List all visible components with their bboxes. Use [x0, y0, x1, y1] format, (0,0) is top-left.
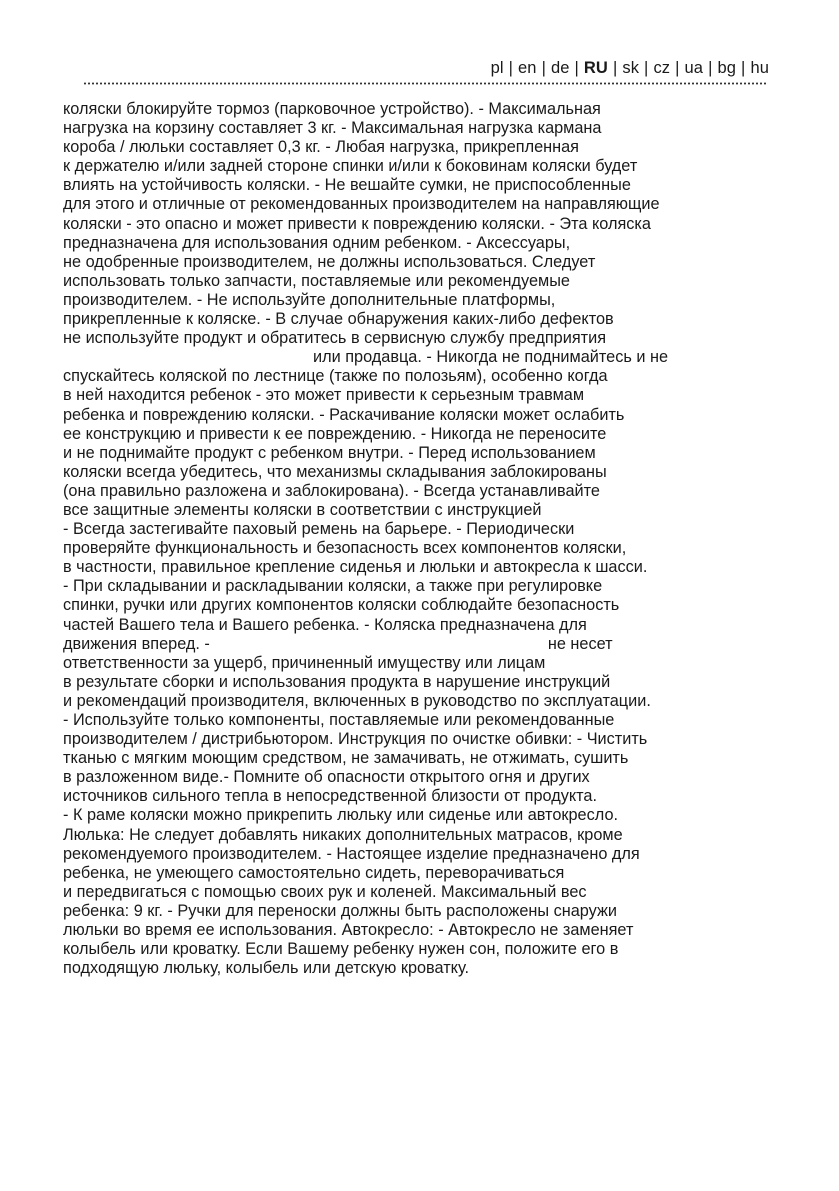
lang-link-bg[interactable]: bg: [717, 59, 737, 77]
text-line: к держателю и/или задней стороне спинки и/или к боковинам коляски будет: [63, 157, 638, 176]
text-line: подходящую люльку, колыбель или детскую кроватку.: [63, 959, 470, 978]
text-line: ответственности за ущерб, причиненный имуществу или лицам: [63, 653, 546, 672]
separator: |: [612, 59, 618, 77]
text-line: - Используйте только компоненты, поставляемые или рекомендованные: [63, 711, 615, 729]
lang-link-ru-active[interactable]: RU: [583, 59, 608, 77]
text-line-split: [63, 635, 783, 654]
text-line: в ней находится ребенок - это может привести к серьезным травмам: [63, 386, 585, 405]
text-line: короба / люльки составляет 0,3 кг. - Любая нагрузка, прикрепленная: [63, 138, 579, 157]
lang-link-sk[interactable]: sk: [622, 59, 640, 77]
text-line-left: движения вперед. -: [63, 634, 210, 653]
text-line: использовать только запчасти, поставляемые или рекомендуемые: [63, 271, 570, 290]
text-line: производителем / дистрибьютором. Инструкция по очистке обивки: - Чистить: [63, 730, 648, 749]
separator: |: [508, 59, 513, 77]
text-line: (она правильно разложена и заблокирована). - Всегда устанавливайте: [63, 481, 600, 500]
separator: |: [574, 59, 579, 77]
text-line: и не поднимайте продукт с ребенком внутри. - Перед использованием: [63, 443, 596, 462]
text-line: Люлька: Не следует добавлять никаких дополнительных матрасов, кроме: [63, 825, 623, 844]
separator: |: [741, 59, 746, 77]
text-line: нагрузка на корзину составляет 3 кг. - Максимальная нагрузка кармана: [63, 119, 602, 138]
lang-link-cz[interactable]: cz: [653, 59, 671, 77]
text-line: ее конструкцию и привести к ее повреждению. - Никогда не переносите: [63, 424, 607, 443]
text-line: проверяйте функциональность и безопасность всех компонентов коляски,: [63, 539, 627, 558]
text-line: источников сильного тепла в непосредственной близости от продукта.: [63, 787, 597, 806]
text-line: влиять на устойчивость коляски. - Не вешайте сумки, не приспособленные: [63, 176, 631, 195]
text-line: в результате сборки и использования продукта в нарушение инструкций: [63, 672, 611, 691]
lang-link-de[interactable]: de: [550, 59, 570, 77]
text-line: колыбель или кроватку. Если Вашему ребенку нужен сон, положите его в: [63, 940, 619, 959]
text-line: коляски - это опасно и может привести к повреждению коляски. - Эта коляска: [63, 214, 651, 233]
text-line: - Всегда застегивайте паховый ремень на барьере. - Периодически: [63, 520, 575, 539]
text-line: спускайтесь коляской по лестнице (также по полозьям), особенно когда: [63, 367, 608, 386]
text-line: в разложенном виде.- Помните об опасности открытого огня и других: [63, 768, 590, 787]
text-line: ребенка: 9 кг. - Ручки для переноски должны быть расположены снаружи: [63, 901, 617, 920]
text-line: не используйте продукт и обратитесь в сервисную службу предприятия: [63, 329, 607, 348]
text-line: коляски блокируйте тормоз (парковочное устройство). - Максимальная: [63, 100, 601, 118]
text-line: ребенка, не умеющего самостоятельно сидеть, переворачиваться: [63, 863, 565, 882]
text-line: не одобренные производителем, не должны использоваться. Следует: [63, 252, 596, 271]
text-line: или продавца. - Никогда не поднимайтесь и не: [313, 348, 669, 367]
instruction-text: [63, 100, 783, 978]
separator: |: [541, 59, 546, 77]
text-line: предназначена для использования одним ребенком. - Аксессуары,: [63, 233, 571, 252]
lang-link-hu[interactable]: hu: [750, 59, 769, 77]
text-line-right: не несет: [547, 634, 613, 653]
separator: |: [644, 59, 649, 77]
text-line: - При складывании и раскладывании коляски, а также при регулировке: [63, 577, 603, 596]
text-line: коляски всегда убедитесь, что механизмы складывания заблокированы: [63, 462, 607, 481]
text-line: и передвигаться с помощью своих рук и коленей. Максимальный вес: [63, 882, 587, 901]
text-line: - К раме коляски можно прикрепить люльку или сиденье или автокресло.: [63, 806, 619, 825]
text-line: все защитные элементы коляски в соответствии с инструкцией: [63, 500, 542, 519]
lang-link-en[interactable]: en: [518, 59, 537, 77]
lang-link-pl[interactable]: pl: [490, 59, 504, 77]
text-line: в частности, правильное крепление сиденья и люльки и автокресла к шасси.: [63, 558, 648, 577]
dotted-divider: [83, 82, 767, 85]
text-line: для этого и отличные от рекомендованных производителем на направляющие: [63, 195, 660, 214]
text-line: прикрепленные к коляске. - В случае обнаружения каких-либо дефектов: [63, 310, 614, 329]
text-line: и рекомендаций производителя, включенных в руководство по эксплуатации.: [63, 691, 651, 710]
text-line: тканью с мягким моющим средством, не замачивать, не отжимать, сушить: [63, 749, 629, 768]
separator: |: [675, 59, 680, 77]
text-line: ребенка и повреждению коляски. - Раскачивание коляски может ослабить: [63, 405, 625, 424]
text-line: производителем. - Не используйте дополнительные платформы,: [63, 290, 556, 309]
text-line: люльки во время ее использования. Автокресло: - Автокресло не заменяет: [63, 921, 634, 940]
separator: |: [708, 59, 713, 77]
text-line: частей Вашего тела и Вашего ребенка. - Коляска предназначена для: [63, 615, 587, 634]
text-line: спинки, ручки или других компонентов коляски соблюдайте безопасность: [63, 596, 620, 615]
language-selector: [491, 59, 769, 78]
lang-link-ua[interactable]: ua: [684, 59, 704, 77]
text-line: рекомендуемого производителем. - Настоящее изделие предназначено для: [63, 844, 640, 863]
